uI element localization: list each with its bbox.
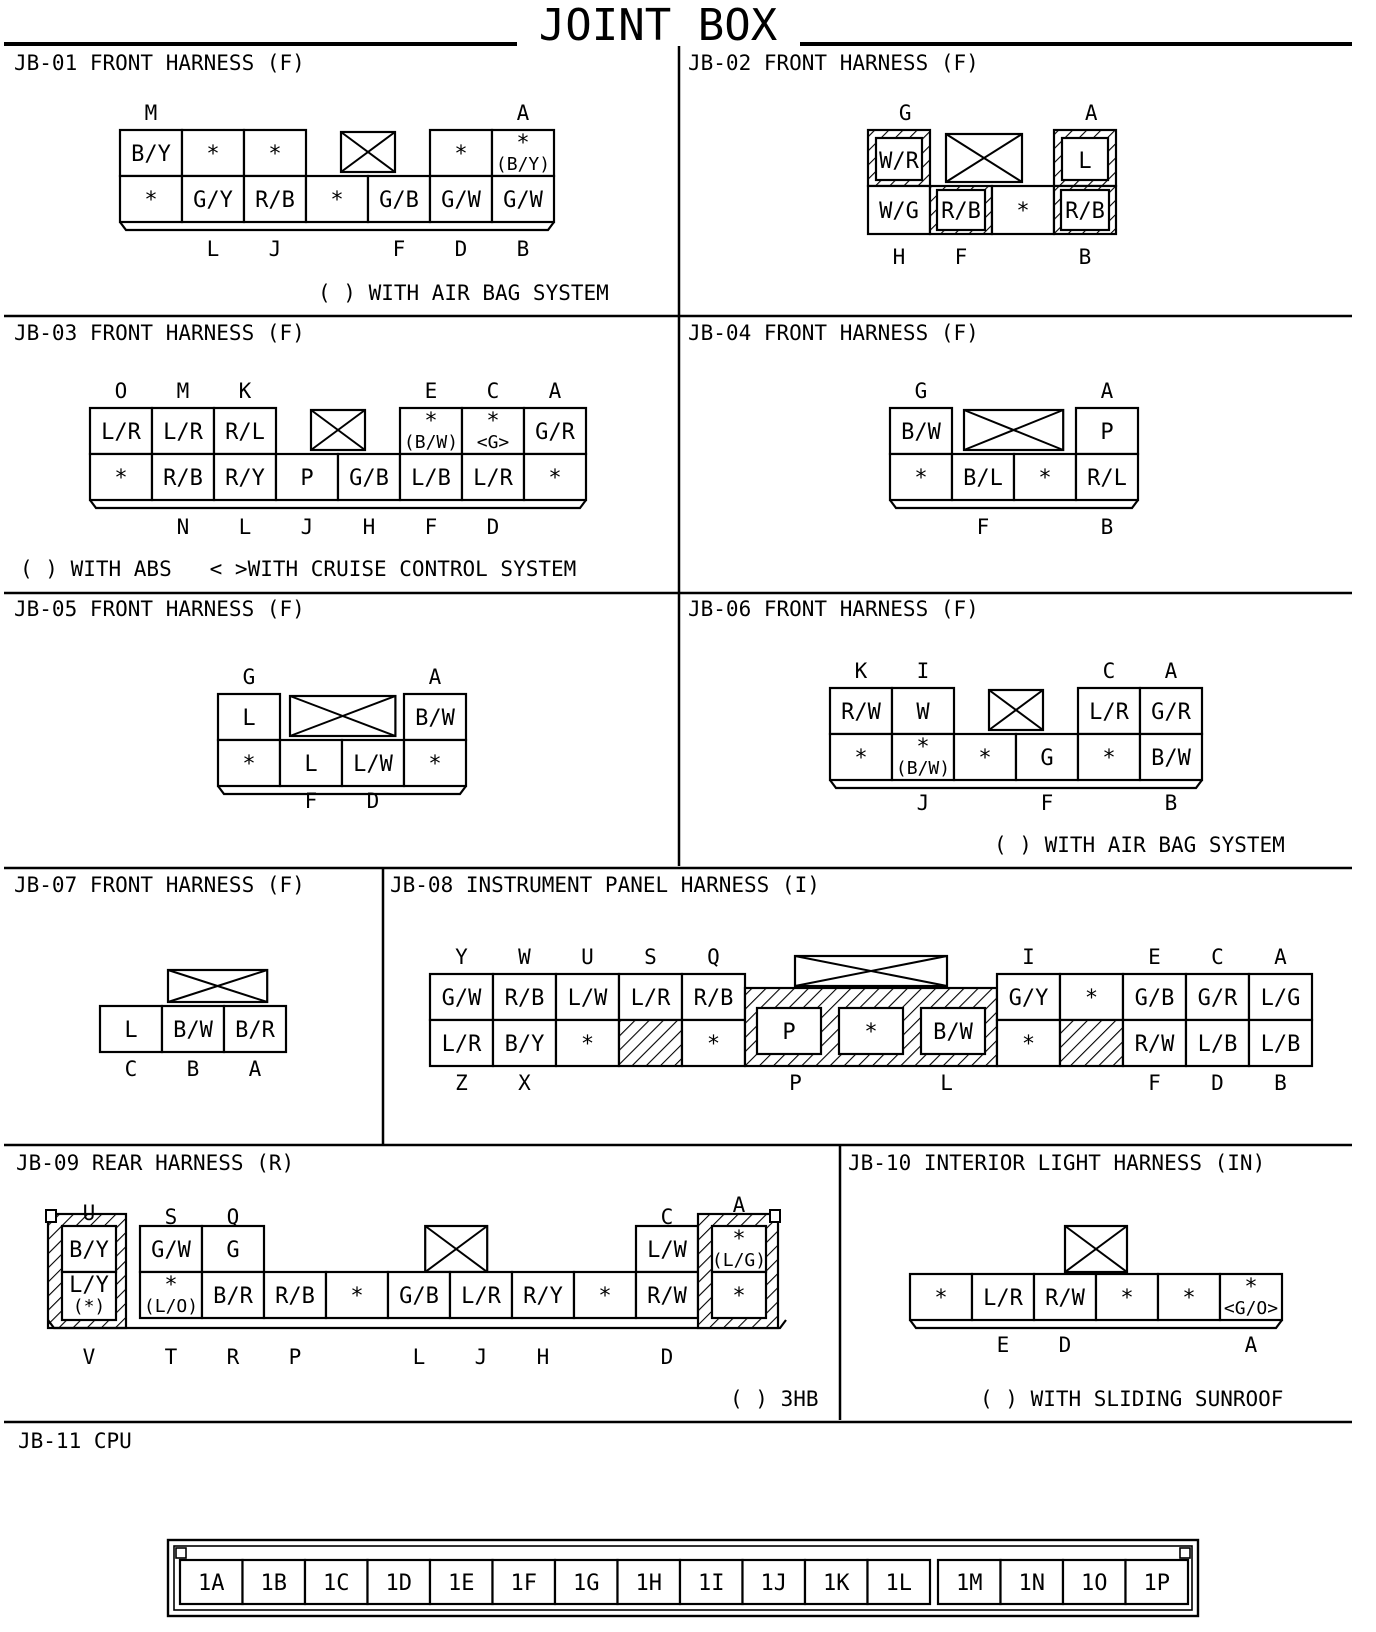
jb08-top-label: C	[1211, 945, 1224, 969]
jb-01-pin-r0-1-text: *	[206, 142, 220, 167]
jb02-blank-slot	[946, 134, 1022, 182]
jb08-pin-text: G/Y	[1008, 986, 1049, 1011]
jb-03-pin-r1-2-text: R/Y	[225, 466, 265, 491]
jb09-top-label: S	[164, 1205, 178, 1229]
jb07-blank-slot	[168, 970, 267, 1002]
jb09-pin-text: L/W	[647, 1238, 687, 1263]
jb03-top-label: K	[238, 379, 252, 403]
jb04-top-label: A	[1100, 379, 1114, 403]
jb-03-pin-r1-7-text: *	[548, 466, 562, 491]
jb03-base	[90, 500, 586, 508]
jb05-pin-bottom-text: L/W	[353, 752, 393, 777]
jb09-bottom-label: R	[226, 1345, 240, 1369]
jb-01-pin-r0-0-text: B/Y	[131, 142, 171, 167]
jb08-pin-text: B/Y	[504, 1032, 545, 1057]
jb-03-pin-r1-0-text: *	[114, 466, 128, 491]
jb09-header: JB-09 REAR HARNESS (R)	[16, 1151, 295, 1175]
jb07-header: JB-07 FRONT HARNESS (F)	[14, 873, 305, 897]
jb10-pin-text: L/R	[983, 1286, 1023, 1311]
jb09-pin-text-main: *	[164, 1273, 178, 1298]
jb-06-pin-r1-1-text-alt: (B/W)	[895, 758, 951, 779]
jb06-bottom-label: F	[1040, 791, 1054, 815]
jb03-bottom-label: F	[424, 515, 438, 539]
jb09-pin-text: G/B	[399, 1284, 439, 1309]
jb11-pin-text: 1D	[385, 1571, 412, 1596]
jb08-middle-pin-text: B/W	[933, 1020, 973, 1045]
jb02-bottom-label: H	[892, 245, 906, 269]
jb11-header: JB-11 CPU	[18, 1429, 132, 1453]
jb11-pin-text: 1K	[823, 1571, 850, 1596]
jb10-bottom-label: E	[996, 1333, 1010, 1357]
jb11-pin-text: 1J	[760, 1571, 787, 1596]
jb08-middle-pin-text: P	[782, 1020, 796, 1045]
jb02-pin-bottom-text: *	[1016, 199, 1030, 224]
jb08-bottom-label: Z	[455, 1071, 468, 1095]
jb03-header: JB-03 FRONT HARNESS (F)	[14, 321, 305, 345]
jb11-pin-text: 1F	[510, 1571, 537, 1596]
jb09-pin-text: L/R	[461, 1284, 501, 1309]
jb10-note: ( ) WITH SLIDING SUNROOF	[980, 1387, 1284, 1411]
jb08-pin	[1060, 1020, 1123, 1066]
jb08-top-label: I	[1022, 945, 1035, 969]
jb-03-pin-r0-5-text-alt: <G>	[476, 432, 510, 453]
jb-01-pin-r1-2-text: R/B	[255, 188, 295, 213]
jb11-latch	[176, 1548, 186, 1558]
jb09-bottom-label: L	[412, 1345, 426, 1369]
jb09-latch	[46, 1210, 56, 1222]
jb06-bottom-label: J	[916, 791, 930, 815]
jb09-pin-l-y-text-main: L/Y	[69, 1273, 109, 1298]
jb11-pin-text: 1P	[1143, 1571, 1170, 1596]
jb03-top-label: O	[114, 379, 128, 403]
jb08-pin-text: *	[1084, 986, 1099, 1011]
jb-06-pin-r1-3-text: G	[1040, 746, 1054, 771]
jb08-top-label: Y	[455, 945, 468, 969]
jb-06-pin-r0-3-text: L/R	[1089, 700, 1129, 725]
jb-01-blank-slot	[341, 132, 395, 172]
jb08-pin-text: *	[706, 1032, 721, 1057]
jb01-bottom-label: B	[516, 237, 530, 261]
jb02-top-label: G	[898, 101, 912, 125]
jb-01-pin-r1-0-text: *	[144, 188, 158, 213]
jb02-pin-l-text: L	[1078, 149, 1092, 174]
jb-03-pin-r1-4-text: G/B	[349, 466, 389, 491]
jb11-pin-text: 1E	[448, 1571, 475, 1596]
jb08-pin-text: L/W	[567, 986, 608, 1011]
jb09-pin-star-text: *	[732, 1284, 746, 1309]
jb11-pin-text: 1O	[1081, 1571, 1108, 1596]
jb-03-pin-r0-6-text: G/R	[535, 420, 575, 445]
jb-01-pin-r1-1-text: G/Y	[193, 188, 233, 213]
jb-01-pin-r1-3-text: *	[330, 188, 344, 213]
jb03-top-label: E	[424, 379, 438, 403]
jb08-pin-text: *	[580, 1032, 595, 1057]
jb08-pin-text: G/B	[1134, 986, 1175, 1011]
jb-06-pin-r1-1-text-main: *	[916, 735, 930, 760]
jb09-pin-text: B/R	[213, 1284, 253, 1309]
jb-06-pin-r1-4-text: *	[1102, 746, 1116, 771]
jb08-pin-text: *	[1021, 1032, 1036, 1057]
jb01-top-label: A	[516, 101, 530, 125]
jb-03-blank-slot	[311, 410, 365, 450]
jb02-pin-bottom-text: R/B	[1065, 199, 1105, 224]
jb08-bottom-label: B	[1274, 1071, 1287, 1095]
jb09-pin-text-alt: (L/O)	[143, 1296, 199, 1317]
jb02-bottom-label: B	[1078, 245, 1092, 269]
jb09-pin-text: R/B	[275, 1284, 315, 1309]
jb08-pin	[619, 1020, 682, 1066]
jb08-blank-slot	[795, 956, 947, 986]
jb09-bottom-label: V	[82, 1345, 96, 1369]
jb-03-pin-r0-1-text: L/R	[163, 420, 203, 445]
jb02-pin-bottom-text: W/G	[879, 199, 919, 224]
jb04-pin-bottom-text: R/L	[1087, 466, 1127, 491]
jb-06-pin-r1-5-text: B/W	[1151, 746, 1191, 771]
jb10-header: JB-10 INTERIOR LIGHT HARNESS (IN)	[848, 1151, 1266, 1175]
jb08-top-label: A	[1274, 945, 1287, 969]
jb09-bottom-label: J	[474, 1345, 488, 1369]
jb05-pin-bottom-text: *	[242, 752, 256, 777]
jb07-bottom-label: C	[124, 1057, 138, 1081]
jb10-pin-text: *	[1182, 1286, 1196, 1311]
jb08-bottom-label: X	[518, 1071, 531, 1095]
jb10-pin-text: *	[934, 1286, 948, 1311]
jb-03-pin-r0-4-text-alt: (B/W)	[403, 432, 459, 453]
jb09-pin-l-g-text-alt: (L/G)	[711, 1250, 767, 1271]
jb08-top-label: Q	[707, 945, 720, 969]
jb05-pin-bottom-text: *	[428, 752, 442, 777]
jb03-top-label: C	[486, 379, 500, 403]
jb08-pin-text: L/G	[1260, 986, 1301, 1011]
jb11-pin-text: 1C	[323, 1571, 350, 1596]
jb02-header: JB-02 FRONT HARNESS (F)	[688, 51, 979, 75]
jb01-bottom-label: F	[392, 237, 406, 261]
jb09-pin-l-y-text-alt: (*)	[72, 1296, 106, 1317]
jb04-pin-bottom-text: *	[1038, 466, 1052, 491]
jb-06-pin-r1-0-text: *	[854, 746, 868, 771]
jb04-pin-bottom-text: *	[914, 466, 928, 491]
jb08-pin-text: L/R	[630, 986, 671, 1011]
jb07-bottom-label: A	[248, 1057, 262, 1081]
jb11-pin-text: 1N	[1018, 1571, 1045, 1596]
jb08-pin-text: R/B	[693, 986, 734, 1011]
jb09-top-label: Q	[226, 1205, 240, 1229]
jb-03-pin-r1-1-text: R/B	[163, 466, 203, 491]
jb-01-pin-r0-5-text-alt: (B/Y)	[495, 154, 551, 175]
jb05-bottom-label: D	[366, 789, 380, 813]
jb03-top-label: A	[548, 379, 562, 403]
jb09-bottom-label: D	[660, 1345, 674, 1369]
jb09-pin-l-g-text-main: *	[732, 1227, 746, 1252]
jb03-top-label: M	[176, 379, 190, 403]
jb09-bottom-label: H	[536, 1345, 550, 1369]
jb04-bottom-label: B	[1100, 515, 1114, 539]
jb01-bottom-label: L	[206, 237, 220, 261]
jb08-pin-text: R/B	[504, 986, 545, 1011]
jb-01-pin-r0-4-text: *	[454, 142, 468, 167]
jb07-bottom-label: B	[186, 1057, 200, 1081]
jb08-pin-text: G/W	[441, 986, 482, 1011]
jb05-top-label: A	[428, 665, 442, 689]
jb06-top-label: I	[916, 659, 930, 683]
jb07-pin-text: B/W	[173, 1018, 213, 1043]
jb06-header: JB-06 FRONT HARNESS (F)	[688, 597, 979, 621]
jb08-bottom-label: D	[1211, 1071, 1224, 1095]
jb06-note: ( ) WITH AIR BAG SYSTEM	[994, 833, 1285, 857]
jb10-base	[910, 1320, 1282, 1328]
jb08-top-label: U	[581, 945, 594, 969]
jb05-pin-l-text: L	[242, 706, 256, 731]
jb03-bottom-label: D	[486, 515, 500, 539]
jb08-header: JB-08 INSTRUMENT PANEL HARNESS (I)	[390, 873, 820, 897]
jb05-blank-slot	[290, 696, 395, 736]
jb08-bottom-label: P	[789, 1071, 802, 1095]
jb11-pin-text: 1A	[198, 1571, 225, 1596]
diagram-title: JOINT BOX	[538, 0, 778, 51]
jb09-pin-b-y-text: B/Y	[69, 1238, 109, 1263]
jb01-header: JB-01 FRONT HARNESS (F)	[14, 51, 305, 75]
jb08-top-label: S	[644, 945, 657, 969]
jb09-pin-text: R/W	[647, 1284, 687, 1309]
jb05-base	[218, 786, 466, 794]
jb03-bottom-label: N	[176, 515, 190, 539]
jb09-top-label: A	[732, 1193, 746, 1217]
jb06-bottom-label: B	[1164, 791, 1178, 815]
jb07-pin-text: B/R	[235, 1018, 275, 1043]
jb02-pin-bottom-text: R/B	[941, 199, 981, 224]
jb11-pin-text: 1I	[698, 1571, 725, 1596]
jb08-bottom-label: L	[940, 1071, 953, 1095]
jb04-header: JB-04 FRONT HARNESS (F)	[688, 321, 979, 345]
jb09-pin-text: *	[598, 1284, 612, 1309]
jb06-top-label: A	[1164, 659, 1178, 683]
jb09-bottom-label: T	[164, 1345, 178, 1369]
jb01-bottom-label: D	[454, 237, 468, 261]
jb-01-pin-r1-6-text: G/W	[503, 188, 543, 213]
jb11-latch	[1180, 1548, 1190, 1558]
jb02-top-label: A	[1084, 101, 1098, 125]
jb04-pin-b-w-text: B/W	[901, 420, 941, 445]
jb08-pin-text: L/B	[1197, 1032, 1238, 1057]
jb01-top-label: M	[144, 101, 158, 125]
jb-06-pin-r0-4-text: G/R	[1151, 700, 1191, 725]
jb08-top-label: W	[518, 945, 531, 969]
jb11-pin-text: 1G	[573, 1571, 600, 1596]
jb04-base	[890, 500, 1138, 508]
jb10-pin-text: R/W	[1045, 1286, 1085, 1311]
jb04-pin-p-text: P	[1100, 420, 1114, 445]
jb09-pin-text: *	[350, 1284, 364, 1309]
jb10-pin-text-main: *	[1244, 1275, 1258, 1300]
jb06-base	[830, 780, 1202, 788]
jb10-bottom-label: A	[1244, 1333, 1258, 1357]
jb09-base	[48, 1320, 786, 1328]
jb01-base	[120, 222, 554, 230]
jb04-pin-bottom-text: B/L	[963, 466, 1003, 491]
jb-01-pin-r0-5-text-main: *	[516, 131, 530, 156]
jb04-bottom-label: F	[976, 515, 990, 539]
jb06-top-label: C	[1102, 659, 1116, 683]
jb-01-pin-r1-5-text: G/W	[441, 188, 481, 213]
jb07-pin-text: L	[124, 1018, 138, 1043]
jb08-pin-text: L/R	[441, 1032, 482, 1057]
jb01-bottom-label: J	[268, 237, 282, 261]
jb04-blank-slot	[964, 410, 1063, 450]
jb02-bottom-label: F	[954, 245, 968, 269]
jb05-bottom-label: F	[304, 789, 318, 813]
jb03-note: ( ) WITH ABS < >WITH CRUISE CONTROL SYSTEM	[20, 557, 577, 581]
jb05-top-label: G	[242, 665, 256, 689]
jb05-header: JB-05 FRONT HARNESS (F)	[14, 597, 305, 621]
jb09-bottom-label: P	[288, 1345, 302, 1369]
jb08-pin-text: R/W	[1134, 1032, 1175, 1057]
jb09-pin-text: G	[226, 1238, 240, 1263]
jb08-pin-text: L/B	[1260, 1032, 1301, 1057]
jb-03-pin-r1-6-text: L/R	[473, 466, 513, 491]
jb01-note: ( ) WITH AIR BAG SYSTEM	[318, 281, 609, 305]
jb-01-pin-r0-2-text: *	[268, 142, 282, 167]
jb08-pin-text: G/R	[1197, 986, 1238, 1011]
jb09-top-label: U	[82, 1201, 96, 1225]
jb09-note: ( ) 3HB	[730, 1387, 819, 1411]
jb08-bottom-label: F	[1148, 1071, 1161, 1095]
jb06-top-label: K	[854, 659, 868, 683]
jb11-pin-text: 1M	[956, 1571, 983, 1596]
jb11-pin-text: 1L	[885, 1571, 912, 1596]
jb09-pin-text: R/Y	[523, 1284, 563, 1309]
jb-03-pin-r0-0-text: L/R	[101, 420, 141, 445]
jb-03-pin-r0-2-text: R/L	[225, 420, 265, 445]
jb09-latch	[770, 1210, 780, 1222]
jb10-pin-text: *	[1120, 1286, 1134, 1311]
jb10-blank-slot	[1065, 1226, 1127, 1272]
jb05-pin-b-w-text: B/W	[415, 706, 455, 731]
jb08-top-label: E	[1148, 945, 1161, 969]
jb-03-pin-r1-5-text: L/B	[411, 466, 451, 491]
jb04-top-label: G	[914, 379, 928, 403]
jb-06-blank-slot	[989, 690, 1043, 730]
jb11-pin-text: 1B	[260, 1571, 287, 1596]
jb10-bottom-label: D	[1058, 1333, 1072, 1357]
jb09-top-label: C	[660, 1205, 674, 1229]
jb-03-pin-r1-3-text: P	[300, 466, 314, 491]
jb09-pin-text: G/W	[151, 1238, 191, 1263]
jb03-bottom-label: J	[300, 515, 314, 539]
jb-06-pin-r0-0-text: R/W	[841, 700, 881, 725]
jb02-pin-w-r-text: W/R	[879, 149, 919, 174]
jb-01-pin-r1-4-text: G/B	[379, 188, 419, 213]
jb03-bottom-label: H	[362, 515, 376, 539]
jb-06-pin-r1-2-text: *	[978, 746, 992, 771]
jb-03-pin-r0-4-text-main: *	[424, 409, 438, 434]
jb10-pin-text-alt: <G/O>	[1223, 1298, 1279, 1319]
jb03-bottom-label: L	[238, 515, 252, 539]
jb-06-pin-r0-1-text: W	[916, 700, 930, 725]
jb08-middle-pin-text: *	[864, 1020, 878, 1045]
jb09-blank-slot	[425, 1226, 487, 1272]
jb11-pin-text: 1H	[635, 1571, 662, 1596]
title-block	[4, 0, 1352, 51]
jb-03-pin-r0-5-text-main: *	[486, 409, 500, 434]
jb05-pin-bottom-text: L	[304, 752, 318, 777]
